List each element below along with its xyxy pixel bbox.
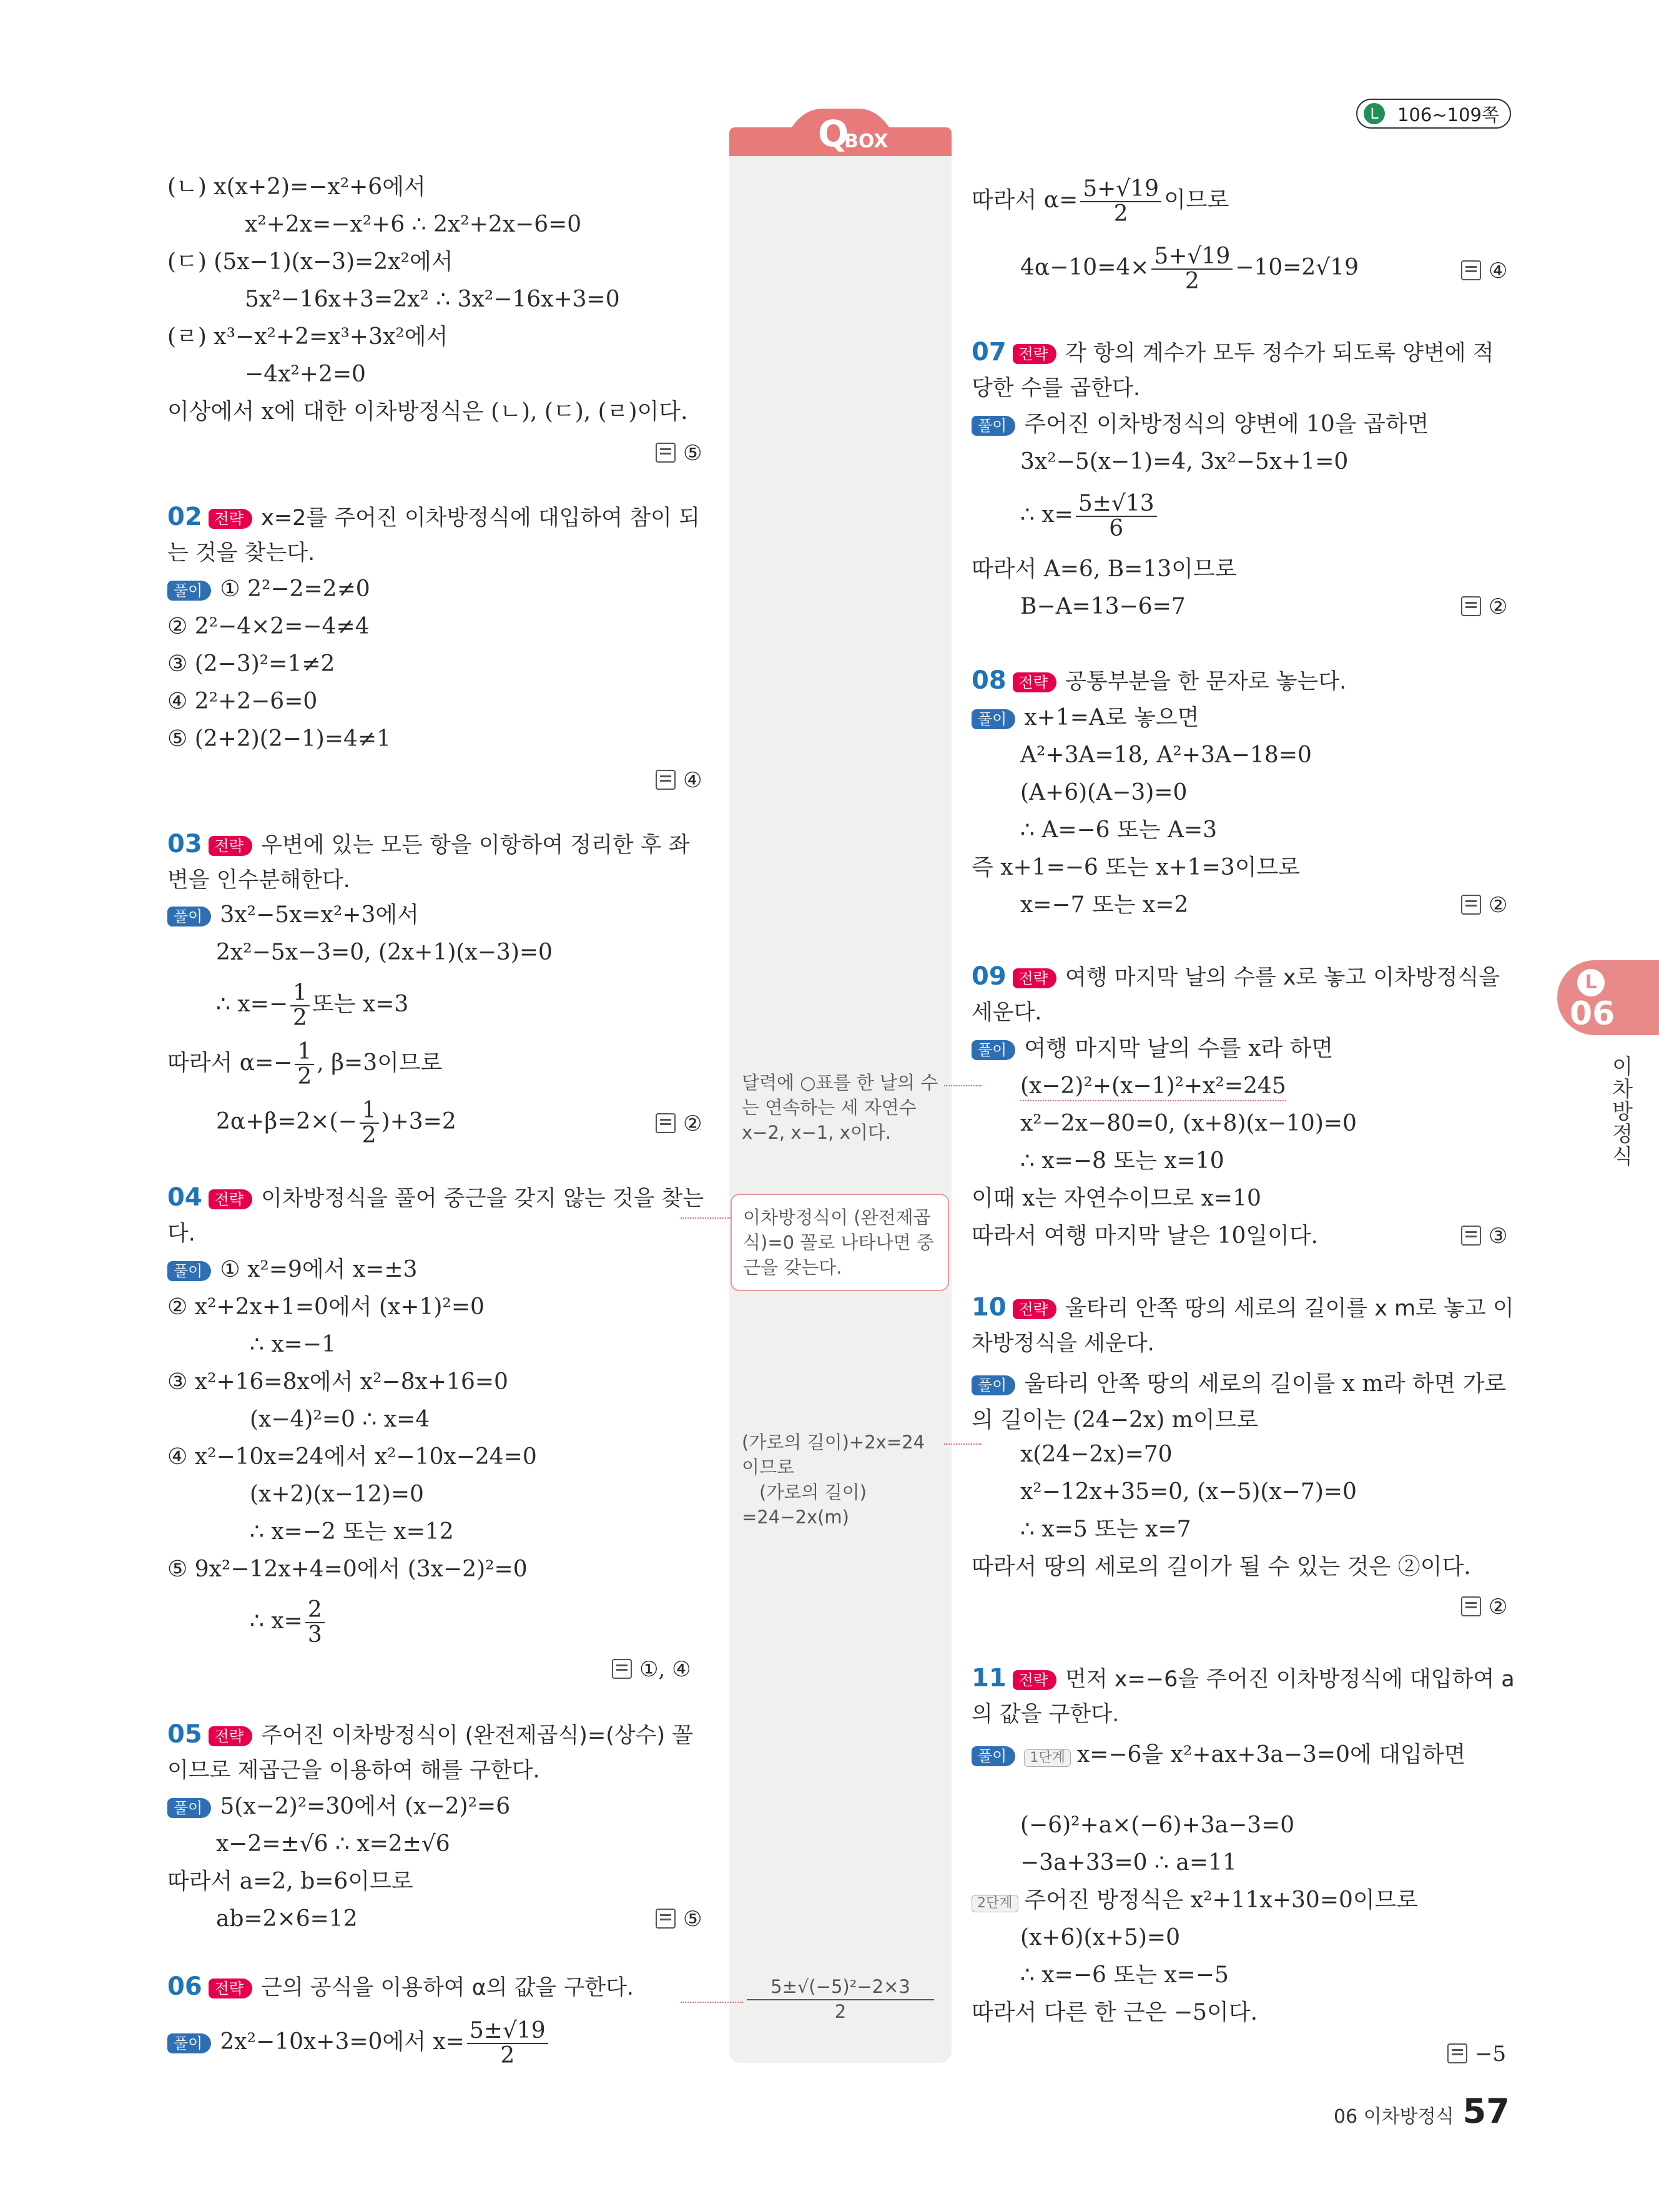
qbox-title: Q [818, 112, 849, 155]
p08-solution-line1 [972, 704, 1199, 732]
p05-strategy: 주어진 이차방정식이 (완전제곱식)=(상수) 꼴이므로 제곱근을 이용하여 해를 구한다. [167, 1723, 694, 1783]
p02-line1: ① 2²−2=2≠0 [220, 576, 370, 602]
fraction [1151, 245, 1233, 293]
answer-value: ② [683, 1111, 702, 1136]
p04-line9: ⑤ 9x²−12x+4=0에서 (3x−2)²=0 [167, 1556, 528, 1582]
p05-header [167, 1717, 708, 1788]
problem-number: 11 [972, 1664, 1007, 1693]
numerator: 5+√19 [1080, 177, 1161, 202]
numerator: 2 [305, 1598, 325, 1623]
solution-tag: 풀이 [167, 1261, 211, 1281]
p08-line1: x+1=A로 놓으면 [1024, 705, 1199, 730]
solution-tag: 풀이 [972, 416, 1015, 436]
strategy-tag: 전략 [1013, 672, 1056, 692]
note-connector [944, 1085, 982, 1086]
p04-solution-line1 [167, 1256, 417, 1284]
p07-answer [1461, 593, 1507, 621]
p06-solution-line1 [167, 2019, 551, 2068]
p05-line4: ab=2×6=12 [216, 1906, 358, 1932]
answer-value: ② [1489, 893, 1508, 918]
denominator: 2 [1184, 268, 1199, 294]
answer-icon [656, 770, 676, 790]
p10-line3: x²−12x+35=0, (x−5)(x−7)=0 [1020, 1479, 1357, 1505]
p04-line4: ③ x²+16=8x에서 x²−8x+16=0 [167, 1369, 508, 1395]
problem-number: 08 [972, 666, 1007, 695]
chapter-number: 06 [1570, 995, 1615, 1033]
p09-line6: 따라서 여행 마지막 날은 10일이다. [972, 1223, 1319, 1249]
p02-line3: ③ (2−3)²=1≠2 [167, 651, 335, 677]
fraction [295, 1040, 314, 1089]
problem-number: 04 [167, 1183, 202, 1212]
p02-line5: ⑤ (2+2)(2−1)=4≠1 [167, 726, 391, 752]
p02-answer [656, 767, 702, 794]
p06-strategy: 근의 공식을 이용하여 α의 값을 구한다. [261, 1975, 634, 2000]
p11-line7: 따라서 다른 한 근은 −5이다. [972, 2000, 1258, 2025]
qbox-note-width-l3: =24−2x(m) [742, 1507, 849, 1528]
p04-strategy: 이차방정식을 풀어 중근을 갖지 않는 것을 찾는다. [167, 1186, 704, 1246]
strategy-tag: 전략 [209, 1726, 252, 1746]
p02-line2: ② 2²−4×2=−4≠4 [167, 614, 370, 639]
p03-line1: 3x²−5x=x²+3에서 [220, 902, 419, 928]
problem-number: 09 [972, 962, 1007, 991]
numerator: 1 [295, 1040, 314, 1065]
p05-solution-line1 [167, 1793, 510, 1821]
p10-line5: 따라서 땅의 세로의 길이가 될 수 있는 것은 ②이다. [972, 1554, 1471, 1580]
qbox-note-formula-num: 5±√(−5)²−2×3 [747, 1974, 934, 2000]
qbox-note-calendar: 달력에 ○표를 한 날의 수는 연속하는 세 자연수 x−2, x−1, x이다. [742, 1072, 938, 1143]
p09-strategy: 여행 마지막 날의 수를 x로 놓고 이차방정식을 세운다. [972, 965, 1500, 1025]
p04-header [167, 1180, 708, 1251]
p07-line4: 따라서 A=6, B=13이므로 [972, 556, 1237, 582]
qbox-note-width [742, 1430, 948, 1530]
p10-strategy: 울타리 안쪽 땅의 세로의 길이를 x m로 놓고 이차방정식을 세운다. [972, 1296, 1514, 1356]
problem-number: 06 [167, 1972, 202, 2001]
text: 따라서 α= [972, 187, 1078, 213]
numerator: 1 [290, 981, 310, 1006]
note-connector [944, 1443, 982, 1445]
p05-line3: 따라서 a=2, b=6이므로 [167, 1869, 413, 1894]
p02-solution-line1 [167, 576, 370, 603]
p11-strategy: 먼저 x=−6을 주어진 이차방정식에 대입하여 a의 값을 구한다. [972, 1667, 1515, 1727]
p01-answer [656, 440, 702, 467]
strategy-tag: 전략 [209, 1979, 252, 1998]
text: 2x²−10x+3=0에서 x= [220, 2029, 465, 2055]
strategy-tag: 전략 [209, 1189, 252, 1209]
p06-cont-line1 [972, 177, 1229, 226]
answer-value: ⑤ [683, 1907, 702, 1932]
p11-line1: x=−6을 x²+ax+3a−3=0에 대입하면 [1076, 1742, 1466, 1767]
problem-number: 10 [972, 1293, 1007, 1322]
p10-line4: ∴ x=5 또는 x=7 [1020, 1516, 1191, 1542]
strategy-tag: 전략 [1013, 1299, 1056, 1319]
strategy-tag: 전략 [209, 836, 252, 856]
answer-icon [1447, 2043, 1467, 2063]
problem-number: 05 [167, 1720, 202, 1749]
denominator: 2 [292, 1005, 307, 1031]
p05-line2: x−2=±√6 ∴ x=2±√6 [216, 1831, 450, 1857]
pages-badge [1356, 99, 1511, 129]
fraction [1080, 177, 1161, 226]
solution-tag: 풀이 [972, 1375, 1015, 1395]
p11-line4: 주어진 방정식은 x²+11x+30=0이므로 [1024, 1887, 1419, 1913]
answer-value: ④ [1489, 258, 1508, 283]
text: 또는 x=3 [312, 991, 409, 1017]
solution-tag: 풀이 [972, 1746, 1015, 1766]
p07-line2: 3x²−5(x−1)=4, 3x²−5x+1=0 [1020, 449, 1349, 474]
qbox-note-double-root: 이차방정식이 (완전제곱식)=0 꼴로 나타나면 중근을 갖는다. [731, 1194, 949, 1291]
p02-strategy: x=2를 주어진 이차방정식에 대입하여 참이 되는 것을 찾는다. [167, 506, 700, 566]
p01-line5: (ㄹ) x³−x²+2=x³+3x²에서 [167, 324, 448, 350]
p11-line6: ∴ x=−6 또는 x=−5 [1020, 1962, 1229, 1988]
text: 2α+β=2×(− [216, 1109, 357, 1134]
problem-number: 07 [972, 338, 1007, 366]
answer-icon [1461, 596, 1481, 616]
p06-cont-line2 [1020, 245, 1359, 293]
p04-line1: ① x²=9에서 x=±3 [220, 1257, 418, 1282]
numerator: 1 [360, 1099, 379, 1124]
answer-value: −5 [1475, 2042, 1507, 2067]
p04-line6: ④ x²−10x=24에서 x²−10x−24=0 [167, 1444, 537, 1470]
solution-tag: 풀이 [167, 1798, 211, 1818]
p08-line5: 즉 x+1=−6 또는 x+1=3이므로 [972, 855, 1301, 880]
page-number: 57 [1462, 2092, 1510, 2131]
p04-line10 [250, 1598, 327, 1647]
solution-tag: 풀이 [972, 709, 1015, 729]
denominator: 2 [500, 2043, 515, 2068]
p06-answer [1461, 257, 1507, 285]
qbox-note-width-l2: (가로의 길이) [759, 1482, 867, 1503]
fraction [1076, 492, 1157, 541]
text: ∴ x= [250, 1608, 303, 1634]
p11-line2: (−6)²+a×(−6)+3a−3=0 [1020, 1812, 1295, 1838]
strategy-tag: 전략 [1013, 1670, 1056, 1690]
denominator: 6 [1109, 516, 1124, 541]
answer-icon [1461, 260, 1481, 280]
text: , β=3이므로 [317, 1050, 443, 1076]
denominator: 2 [297, 1064, 312, 1089]
solution-tag: 풀이 [167, 907, 211, 927]
page-footer [1334, 2092, 1510, 2131]
strategy-tag: 전략 [209, 509, 252, 529]
p11-answer [1447, 2040, 1506, 2068]
p09-line5: 이때 x는 자연수이므로 x=10 [972, 1186, 1261, 1211]
numerator: 5±√13 [1076, 492, 1157, 517]
p10-line2: x(24−2x)=70 [1020, 1442, 1173, 1467]
answer-value: ⑤ [683, 441, 702, 466]
p04-line5: (x−4)²=0 ∴ x=4 [250, 1407, 430, 1432]
problem-number: 02 [167, 503, 202, 531]
strategy-tag: 전략 [1013, 968, 1056, 988]
text: ∴ x= [1020, 502, 1073, 528]
answer-icon [656, 1909, 676, 1929]
solution-tag: 풀이 [972, 1040, 1015, 1060]
p08-line2: A²+3A=18, A²+3A−18=0 [1020, 742, 1312, 768]
p10-header [972, 1290, 1515, 1361]
text: −10=2√19 [1235, 255, 1359, 280]
p09-line1: 여행 마지막 날의 수를 x라 하면 [1024, 1036, 1334, 1061]
p08-line3: (A+6)(A−3)=0 [1020, 780, 1188, 805]
qbox-note-formula-den: 2 [834, 2001, 847, 2022]
p09-line4: ∴ x=−8 또는 x=10 [1020, 1148, 1224, 1174]
p01-line2: x²+2x=−x²+6 ∴ 2x²+2x−6=0 [245, 212, 582, 237]
p04-line3: ∴ x=−1 [250, 1332, 336, 1357]
text: 이므로 [1164, 187, 1229, 213]
p03-answer [656, 1110, 702, 1138]
denominator: 2 [1113, 201, 1128, 227]
qbox-header-icon [729, 106, 952, 156]
p07-header [972, 335, 1515, 406]
answer-value: ② [1489, 594, 1508, 619]
p08-answer [1461, 892, 1507, 919]
p04-line2: ② x²+2x+1=0에서 (x+1)²=0 [167, 1294, 485, 1320]
answer-value: ② [1489, 1595, 1508, 1620]
p03-line4 [167, 1040, 442, 1089]
answer-icon [1461, 895, 1481, 915]
numerator: 5±√19 [467, 2019, 548, 2044]
chapter-side-tab [1557, 960, 1659, 1035]
qbox-subtitle: BOX [844, 130, 889, 152]
p04-line8: ∴ x=−2 또는 x=12 [250, 1519, 454, 1545]
text: )+3=2 [381, 1109, 456, 1134]
p11-line4-wrap [972, 1887, 1418, 1914]
step1-label: 1단계 [1024, 1749, 1071, 1767]
p07-line3 [1020, 492, 1159, 541]
p01-line3: (ㄷ) (5x−1)(x−3)=2x²에서 [167, 249, 453, 275]
pages-range: 106~109쪽 [1397, 104, 1500, 125]
p01-line6: −4x²+2=0 [245, 361, 366, 387]
p11-line5: (x+6)(x+5)=0 [1020, 1925, 1180, 1950]
p01-line4: 5x²−16x+3=2x² ∴ 3x²−16x+3=0 [245, 287, 620, 312]
answer-icon [1461, 1226, 1481, 1246]
p02-line4: ④ 2²+2−6=0 [167, 689, 318, 714]
fraction [290, 981, 310, 1030]
denominator: 2 [362, 1123, 377, 1148]
p06-header [167, 1969, 708, 2005]
p04-line7: (x+2)(x−12)=0 [250, 1482, 424, 1507]
chapter-side-title: 이차방정식 [1608, 1055, 1633, 1167]
p01-line1: (ㄴ) x(x+2)=−x²+6에서 [167, 174, 426, 200]
numerator: 5+√19 [1151, 245, 1233, 270]
p10-line1: 울타리 안쪽 땅의 세로의 길이를 x m라 하면 가로의 길이는 (24−2x) m이므로 [972, 1371, 1507, 1433]
text: ∴ x=− [216, 991, 288, 1017]
p09-answer [1461, 1222, 1507, 1250]
p08-line6: x=−7 또는 x=2 [1020, 892, 1189, 918]
answer-icon [1461, 1596, 1481, 1616]
p03-line2: 2x²−5x−3=0, (2x+1)(x−3)=0 [216, 940, 553, 965]
p08-header [972, 663, 1515, 699]
answer-icon [656, 1113, 676, 1133]
p09-solution-line1 [972, 1035, 1333, 1063]
p07-solution-line1 [972, 411, 1429, 438]
p08-line4: ∴ A=−6 또는 A=3 [1020, 817, 1218, 843]
p03-strategy: 우변에 있는 모든 항을 이항하여 정리한 후 좌변을 인수분해한다. [167, 833, 690, 893]
qbox-note-formula [747, 1974, 934, 2023]
p10-answer [1461, 1593, 1507, 1621]
answer-icon [656, 443, 676, 463]
denominator: 3 [307, 1622, 322, 1648]
strategy-tag: 전략 [1013, 344, 1056, 364]
p02-header [167, 499, 708, 571]
lesson-icon: L [1577, 969, 1605, 996]
p01-line7: 이상에서 x에 대한 이차방정식은 (ㄴ), (ㄷ), (ㄹ)이다. [167, 399, 688, 425]
text: 따라서 α=− [167, 1050, 293, 1076]
p11-line3: −3a+33=0 ∴ a=11 [1020, 1850, 1237, 1875]
p07-strategy: 각 항의 계수가 모두 정수가 되도록 양변에 적당한 수를 곱한다. [972, 341, 1494, 401]
footer-chapter: 06 이차방정식 [1334, 2106, 1454, 2128]
text: 4α−10=4× [1020, 255, 1149, 280]
p10-solution-line1 [972, 1366, 1515, 1438]
p08-strategy: 공통부분을 한 문자로 놓는다. [1065, 669, 1347, 694]
p03-solution-line1 [167, 902, 419, 929]
qbox-note-width-l1: (가로의 길이)+2x=24 이므로 [742, 1432, 925, 1478]
answer-value: ④ [683, 768, 702, 793]
fraction [305, 1598, 325, 1647]
answer-icon [612, 1659, 632, 1679]
p11-header [972, 1661, 1515, 1732]
p09-line3: x²−2x−80=0, (x+8)(x−10)=0 [1020, 1111, 1357, 1136]
step2-label: 2단계 [972, 1895, 1018, 1912]
p03-header [167, 827, 708, 898]
lesson-icon: L [1364, 103, 1385, 124]
p05-answer [656, 1905, 702, 1933]
fraction [467, 2019, 548, 2068]
p07-line1: 주어진 이차방정식의 양변에 10을 곱하면 [1024, 411, 1429, 437]
p04-answer [612, 1656, 691, 1683]
solution-tag: 풀이 [167, 581, 211, 601]
p05-line1: 5(x−2)²=30에서 (x−2)²=6 [220, 1794, 511, 1819]
p09-header [972, 959, 1515, 1030]
answer-value: ①, ④ [639, 1657, 691, 1682]
p03-line3 [216, 981, 408, 1030]
problem-number: 03 [167, 830, 202, 858]
p03-line5 [216, 1099, 456, 1148]
answer-value: ③ [1489, 1224, 1508, 1249]
p09-line2: (x−2)²+(x−1)²+x²=245 [1020, 1073, 1286, 1101]
solution-tag: 풀이 [167, 2033, 211, 2053]
fraction [360, 1099, 379, 1148]
p07-line5: B−A=13−6=7 [1020, 594, 1186, 619]
p11-solution-line1 [972, 1737, 1515, 1773]
